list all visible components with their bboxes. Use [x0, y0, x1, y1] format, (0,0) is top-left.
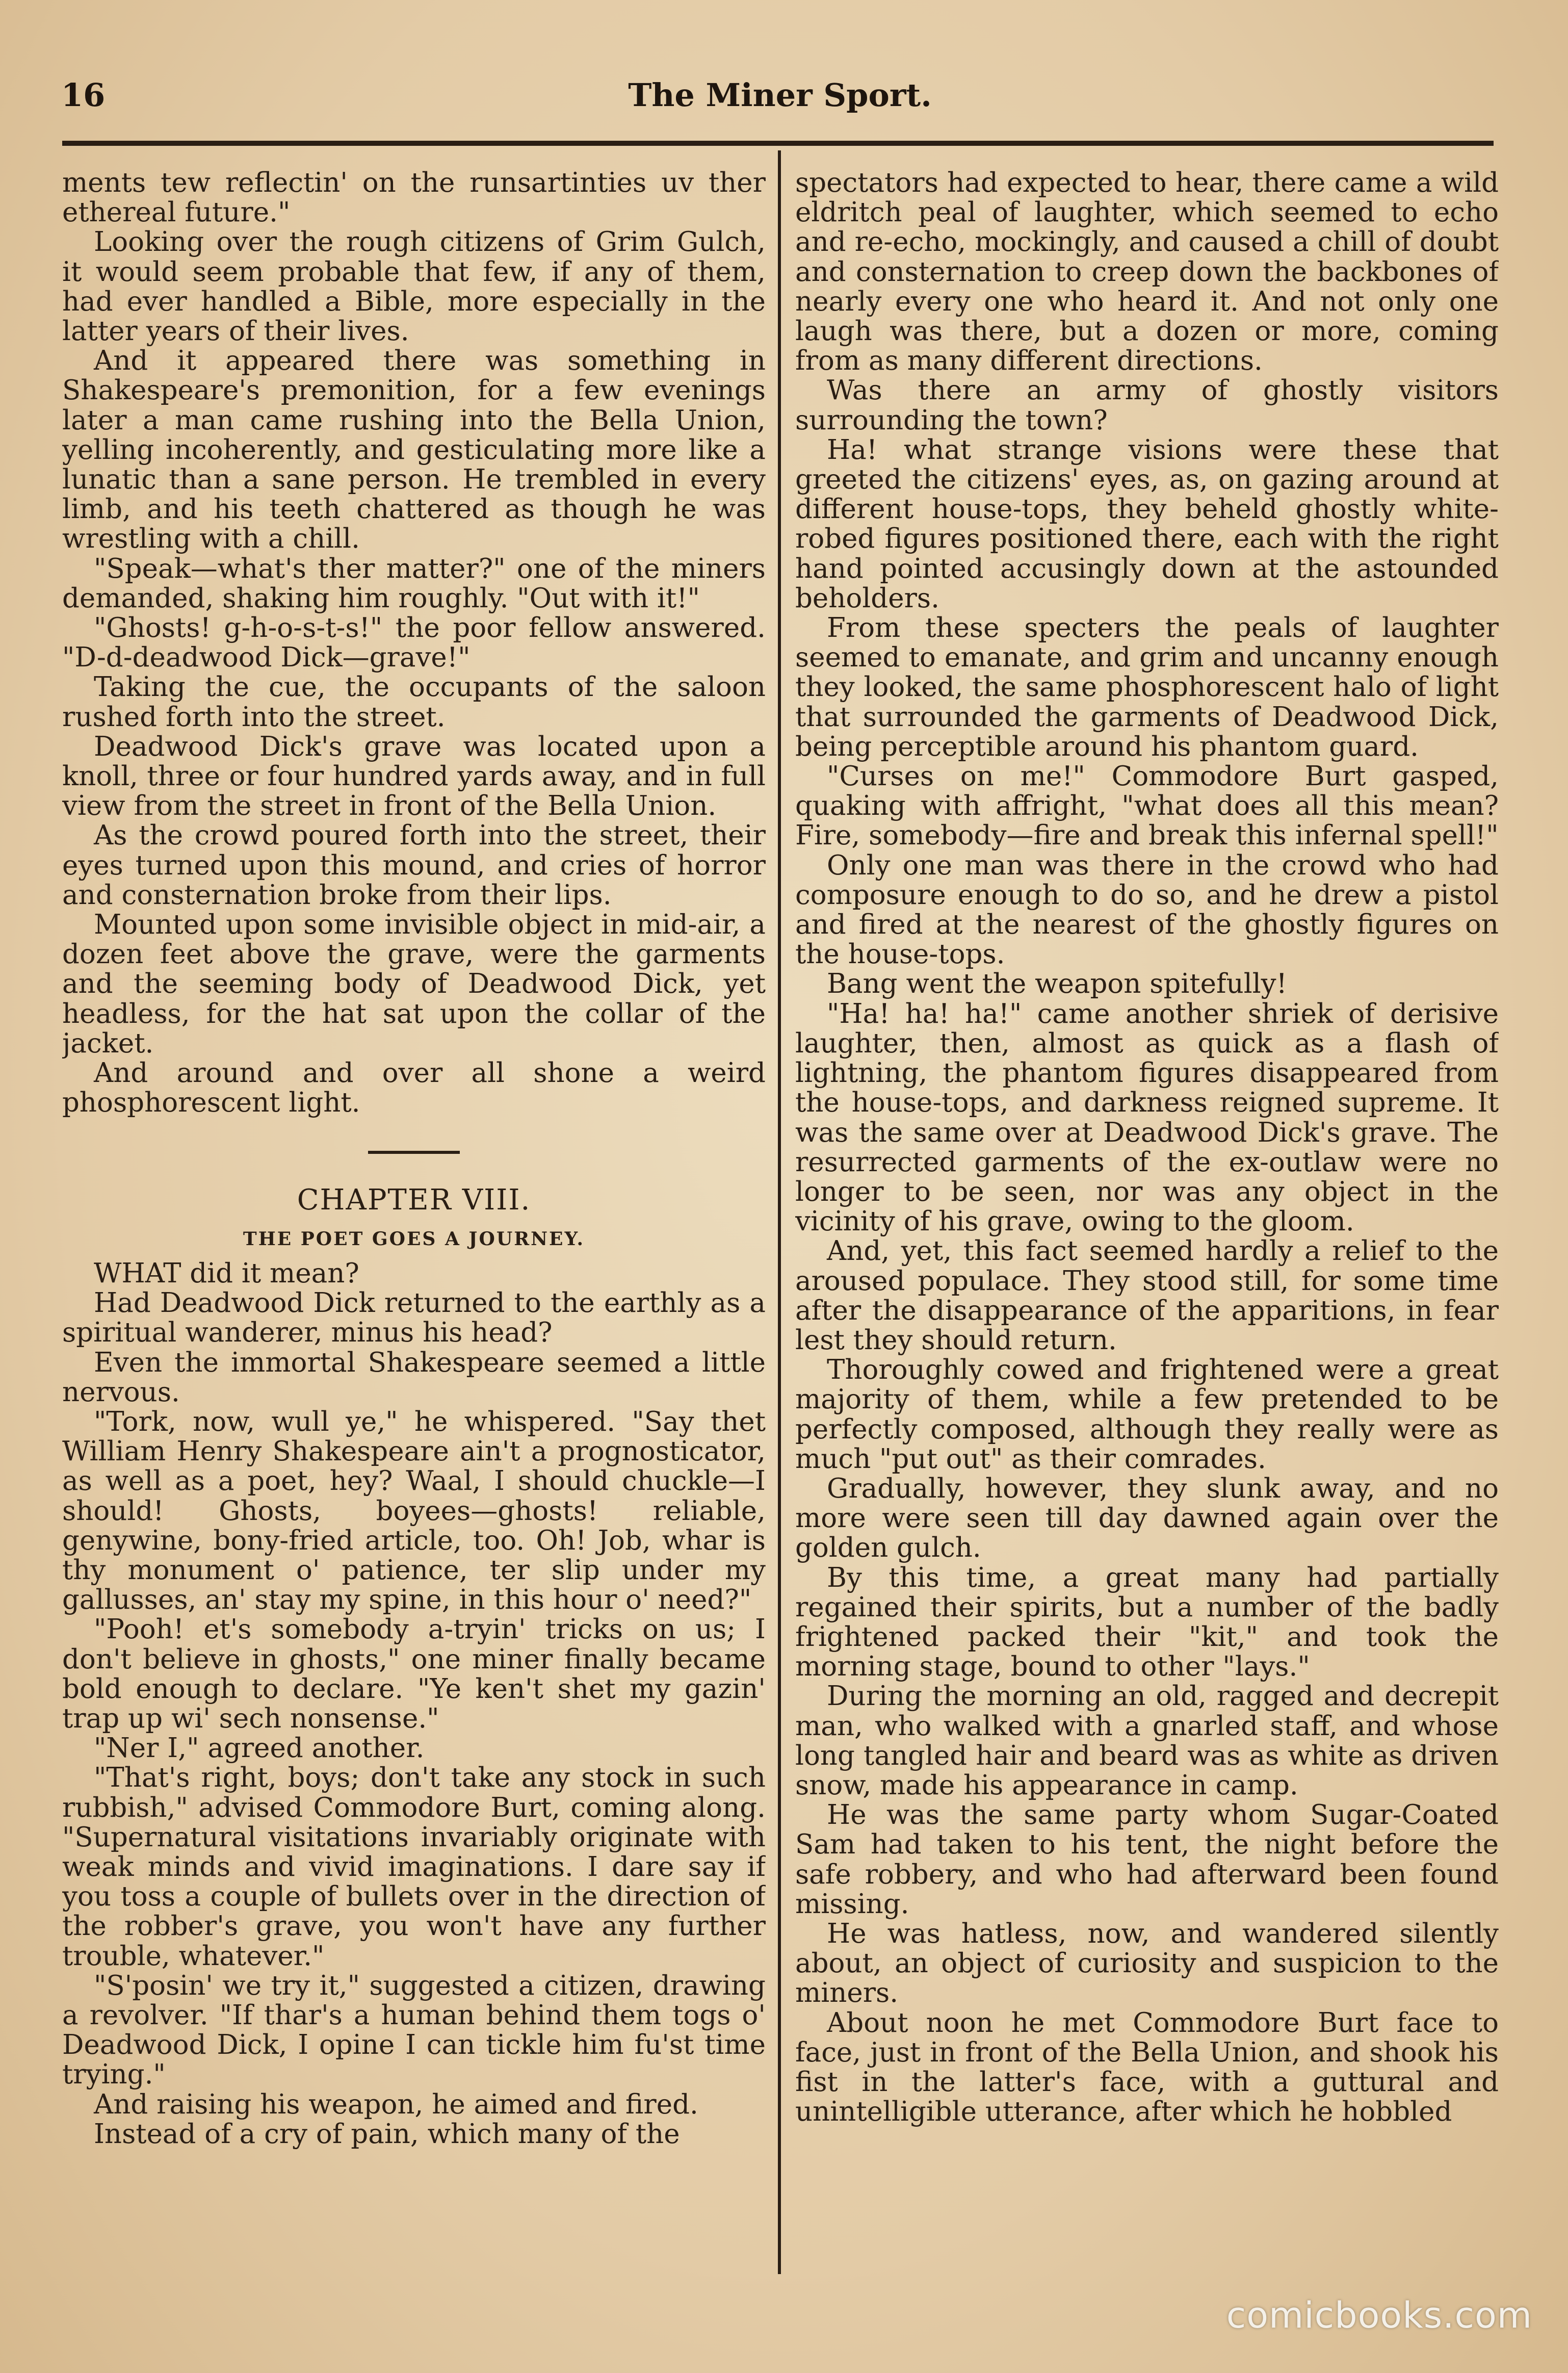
paragraph: "That's right, boys; don't take any stock in such rubbish," advised Commodore Burt, coming along. "Supernatural visitations invariably originate with weak minds and vivid imaginations. I dare say if you toss a couple of bullets over in the direction of the robber's grave, you won't have any further trouble, whatever." [62, 1762, 766, 1972]
paragraph: "Curses on me!" Commodore Burt gasped, quaking with affright, "what does all this mean? Fire, somebody—fire and break this infernal spell!" [795, 761, 1499, 852]
paragraph: He was the same party whom Sugar-Coated Sam had taken to his tent, the night before the safe robbery, and who had afterward been found missing. [795, 1799, 1499, 1920]
paragraph: Gradually, however, they slunk away, and no more were seen till day dawned again over the golden gulch. [795, 1473, 1499, 1564]
right-column [795, 168, 1499, 2269]
watermark: comicbooks.com [1226, 2294, 1532, 2336]
paragraph: Ha! what strange visions were these that greeted the citizens' eyes, as, on gazing around at different house-tops, they beheld ghostly white-robed figures positioned there, each with the right hand pointed accusingly down at the astounded beholders. [795, 434, 1499, 614]
running-title: The Miner Sport. [628, 76, 932, 114]
column-divider [778, 150, 781, 2274]
paragraph: Even the immortal Shakespeare seemed a little nervous. [62, 1347, 766, 1408]
paragraph: ments tew reflectin' on the runsartinties uv ther ethereal future." [62, 168, 766, 228]
paragraph: Only one man was there in the crowd who had composure enough to do so, and he drew a pistol and fired at the nearest of the ghostly figures on the house-tops. [795, 849, 1499, 970]
paragraph: Bang went the weapon spitefully! [827, 968, 1287, 1000]
paragraph: "Pooh! et's somebody a-tryin' tricks on us; I don't believe in ghosts," one miner finally became bold enough to declare. "Ye ken't shet my gazin' trap up wi' sech nonsense." [62, 1614, 766, 1734]
paragraph: And it appeared there was something in Shakespeare's premonition, for a few evenings later a man came rushing into the Bella Union, yelling incoherently, and gesticulating more like a lunatic than a sane person. He trembled in every limb, and his teeth chattered as though he was wrestling with a chill. [62, 345, 766, 555]
header-rule [62, 141, 1494, 146]
paragraph: spectators had expected to hear, there came a wild eldritch peal of laughter, which seemed to echo and re-echo, mockingly, and caused a chill of doubt and consternation to creep down the backbones of nearly every one who heard it. And not only one laugh was there, but a dozen or more, coming from as many different directions. [795, 168, 1499, 377]
paragraph: He was hatless, now, and wandered silently about, an object of curiosity and suspicion to the miners. [795, 1918, 1499, 2009]
paragraph: Deadwood Dick's grave was located upon a knoll, three or four hundred yards away, and in full view from the street in front of the Bella Union. [62, 731, 766, 822]
section-separator [368, 1151, 460, 1154]
chapter-subtitle: THE POET GOES A JOURNEY. [243, 1228, 585, 1250]
paragraph: Mounted upon some invisible object in mid-air, a dozen feet above the grave, were the garments and the seeming body of Deadwood Dick, yet headless, for the hat sat upon the collar of the jacket. [62, 909, 766, 1059]
paragraph: As the crowd poured forth into the street, their eyes turned upon this mound, and cries of horror and consternation broke from their lips. [62, 820, 766, 911]
chapter-title: CHAPTER VIII. [297, 1183, 531, 1217]
paragraph: Instead of a cry of pain, which many of the [94, 2118, 680, 2150]
page-header [61, 76, 1499, 122]
paragraph: From these specters the peals of laughter seemed to emanate, and grim and uncanny enough they looked, the same phosphorescent halo of light that surrounded the garments of Deadwood Dick, being perceptible around his phantom guard. [795, 612, 1499, 762]
paragraph: And, yet, this fact seemed hardly a relief to the aroused populace. They stood still, for some time after the disappearance of the apparitions, in fear lest they should return. [795, 1235, 1499, 1356]
paragraph: Taking the cue, the occupants of the saloon rushed forth into the street. [62, 672, 766, 733]
paragraph: "Ghosts! g-h-o-s-t-s!" the poor fellow answered. "D-d-deadwood Dick—grave!" [62, 612, 766, 674]
paragraph: "Tork, now, wull ye," he whispered. "Say thet William Henry Shakespeare ain't a prognosticator, as well as a poet, hey? Waal, I should chuckle—I should! Ghosts, boyees—ghosts! reliable, genywine, bony-fried article, too. Oh! Job, whar is thy monument o' patience, ter slip under my gallusses, an' stay my spine, in this hour o' need?" [62, 1406, 766, 1616]
paragraph: And raising his weapon, he aimed and fired. [94, 2088, 698, 2120]
paragraph: "Speak—what's ther matter?" one of the miners demanded, shaking him roughly. "Out with it!" [62, 553, 766, 614]
paragraph: Was there an army of ghostly visitors surrounding the town? [795, 375, 1499, 436]
left-column [62, 168, 766, 2269]
paragraph: Looking over the rough citizens of Grim Gulch, it would seem probable that few, if any of them, had ever handled a Bible, more especially in the latter years of their lives. [62, 226, 766, 347]
paragraph: And around and over all shone a weird phosphorescent light. [62, 1057, 766, 1119]
page-number: 16 [61, 76, 106, 114]
paragraph: "Ner I," agreed another. [94, 1733, 425, 1764]
paragraph: "S'posin' we try it," suggested a citizen, drawing a revolver. "If thar's a human behind them togs o' Deadwood Dick, I opine I can tickle him fu'st time trying." [62, 1970, 766, 2091]
paragraph: Had Deadwood Dick returned to the earthly as a spiritual wanderer, minus his head? [62, 1287, 766, 1349]
paragraph: By this time, a great many had partially regained their spirits, but a number of the badly frightened packed their "kit," and took the morning stage, bound to other "lays." [795, 1562, 1499, 1683]
paragraph: About noon he met Commodore Burt face to face, just in front of the Bella Union, and shook his fist in the latter's face, with a guttural and unintelligible utterance, after which he hobbled [795, 2007, 1499, 2128]
paragraph: "Ha! ha! ha!" came another shriek of derisive laughter, then, almost as quick as a flash of lightning, the phantom figures disappeared from the house-tops, and darkness reigned supreme. It was the same over at Deadwood Dick's grave. The resurrected garments of the ex-outlaw were no longer to be seen, nor was any object in the vicinity of his grave, owing to the gloom. [795, 998, 1499, 1237]
paragraph: Thoroughly cowed and frightened were a great majority of them, while a few pretended to be perfectly composed, although they really were as much "put out" as their comrades. [795, 1354, 1499, 1475]
paragraph: During the morning an old, ragged and decrepit man, who walked with a gnarled staff, and whose long tangled hair and beard was as white as driven snow, made his appearance in camp. [795, 1681, 1499, 1801]
paragraph: WHAT did it mean? [94, 1257, 359, 1289]
